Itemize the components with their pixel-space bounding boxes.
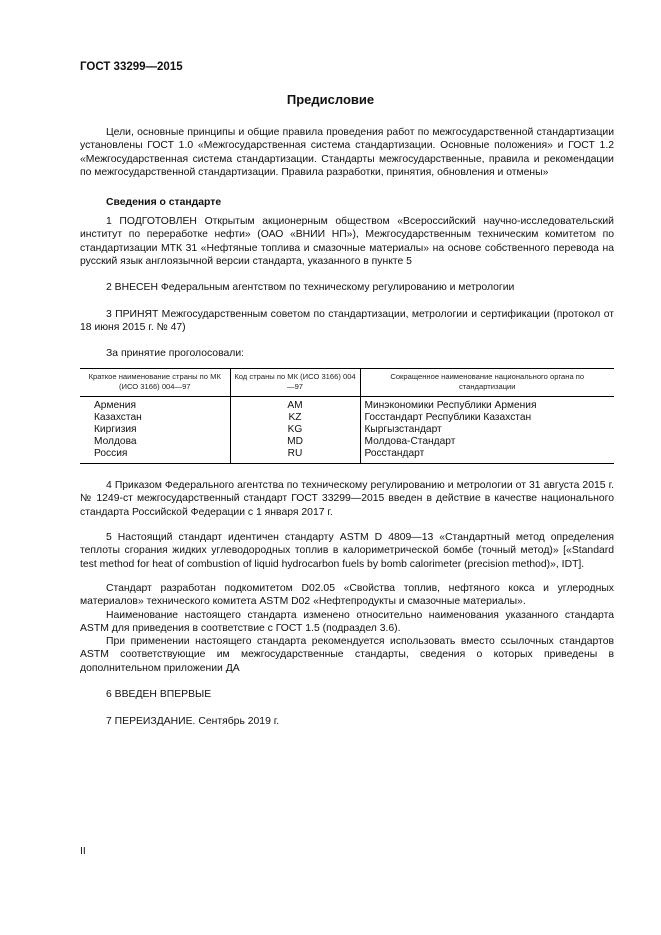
header-code: Код страны по МК (ИСО 3166) 004—97 — [230, 369, 360, 397]
section-subtitle: Сведения о стандарте — [106, 197, 222, 208]
country-cell: Киргизия — [94, 424, 137, 435]
agency-cell: Молдова-Стандарт — [360, 436, 614, 448]
code-cell: AM — [230, 397, 360, 413]
page-number: II — [80, 846, 86, 857]
country-cell: Россия — [80, 448, 230, 464]
code-cell: KG — [230, 424, 360, 436]
paragraph-3: 3 ПРИНЯТ Межгосударственным советом по стандартизации, метрологии и сертификации (протокол от 18 июня 2015 г. № 47) — [80, 309, 614, 334]
agency-cell: Кыргызстандарт — [360, 424, 614, 436]
table-row — [80, 436, 614, 448]
paragraph-5: 5 Настоящий стандарт идентичен стандарту ASTM D 4809—13 «Стандартный метод определения теплоты сгорания жидких углеводородных топлив в калориметрической бомбе (точный метод)» [«Standard test method for heat of combustion of liquid hydrocarbon fuels by bomb calorimeter (precision method)», IDT]. — [80, 532, 614, 570]
agency-cell: Минэкономики Республики Армения — [360, 397, 614, 413]
paragraph-7: 7 ПЕРЕИЗДАНИЕ. Сентябрь 2019 г. — [106, 716, 280, 727]
country-cell: Армения — [94, 400, 136, 411]
table-row — [80, 412, 614, 424]
code-cell: KZ — [230, 412, 360, 424]
agency-cell: Росстандарт — [360, 448, 614, 464]
code-cell: RU — [230, 448, 360, 464]
agency-cell: Госстандарт Республики Казахстан — [360, 412, 614, 424]
paragraph-6: 6 ВВЕДЕН ВПЕРВЫЕ — [106, 689, 212, 700]
table-header-row — [80, 369, 614, 397]
table-row — [80, 448, 614, 464]
paragraph-2: 2 ВНЕСЕН Федеральным агентством по техническому регулированию и метрологии — [106, 282, 515, 293]
votes-intro: За принятие проголосовали: — [106, 348, 245, 359]
table-row — [80, 424, 614, 436]
paragraph-5-references: При применении настоящего стандарта рекомендуется использовать вместо ссылочных стандартов ASTM соответствующие им межгосударственные стандарты, сведения о которых приведены в дополнительном приложении ДА — [80, 636, 614, 674]
table-row — [80, 397, 614, 413]
document-header: ГОСТ 33299—2015 — [80, 61, 183, 73]
paragraph-5-name-change: Наименование настоящего стандарта изменено относительно наименования указанного стандарта ASTM для приведения в соответствие с ГОСТ 1.5 (подраздел 3.6). — [80, 610, 614, 635]
intro-paragraph: Цели, основные принципы и общие правила проведения работ по межгосударственной стандартизации установлены ГОСТ 1.0 «Межгосударственная система стандартизации. Основные положения» и ГОСТ 1.2 «Межгосударственная система стандартизации. Стандарты межгосударственные, правила и рекомендации по межгосударственной стандартизации. Правила разработки, принятия, обновления и отмены» — [80, 127, 614, 179]
header-agency: Сокращенное наименование национального органа по стандартизации — [360, 369, 614, 397]
code-cell: MD — [230, 436, 360, 448]
paragraph-4: 4 Приказом Федерального агентства по техническому регулированию и метрологии от 31 августа 2015 г. № 1249-ст межгосударственный стандарт ГОСТ 33299—2015 введен в действие в качестве национального стандарта Российской Федерации с 1 января 2017 г. — [80, 480, 614, 518]
page-title: Предисловие — [286, 92, 375, 107]
votes-table — [80, 368, 614, 464]
paragraph-1: 1 ПОДГОТОВЛЕН Открытым акционерным обществом «Всероссийский научно-исследовательский институт по переработке нефти» (ОАО «ВНИИ НП»), Межгосударственным техническим комитетом по стандартизации МТК 31 «Нефтяные топлива и смазочные материалы» на основе собственного перевода на русский язык англоязычной версии стандарта, указанного в пункте 5 — [80, 216, 614, 268]
country-cell: Казахстан — [94, 412, 142, 423]
country-cell: Молдова — [94, 436, 137, 447]
paragraph-5-developer: Стандарт разработан подкомитетом D02.05 «Свойства топлив, нефтяного кокса и углеродных материалов» технического комитета ASTM D02 «Нефтепродукты и смазочные материалы». — [80, 583, 614, 608]
header-country: Краткое наименование страны по МК (ИСО 3166) 004—97 — [80, 369, 230, 397]
